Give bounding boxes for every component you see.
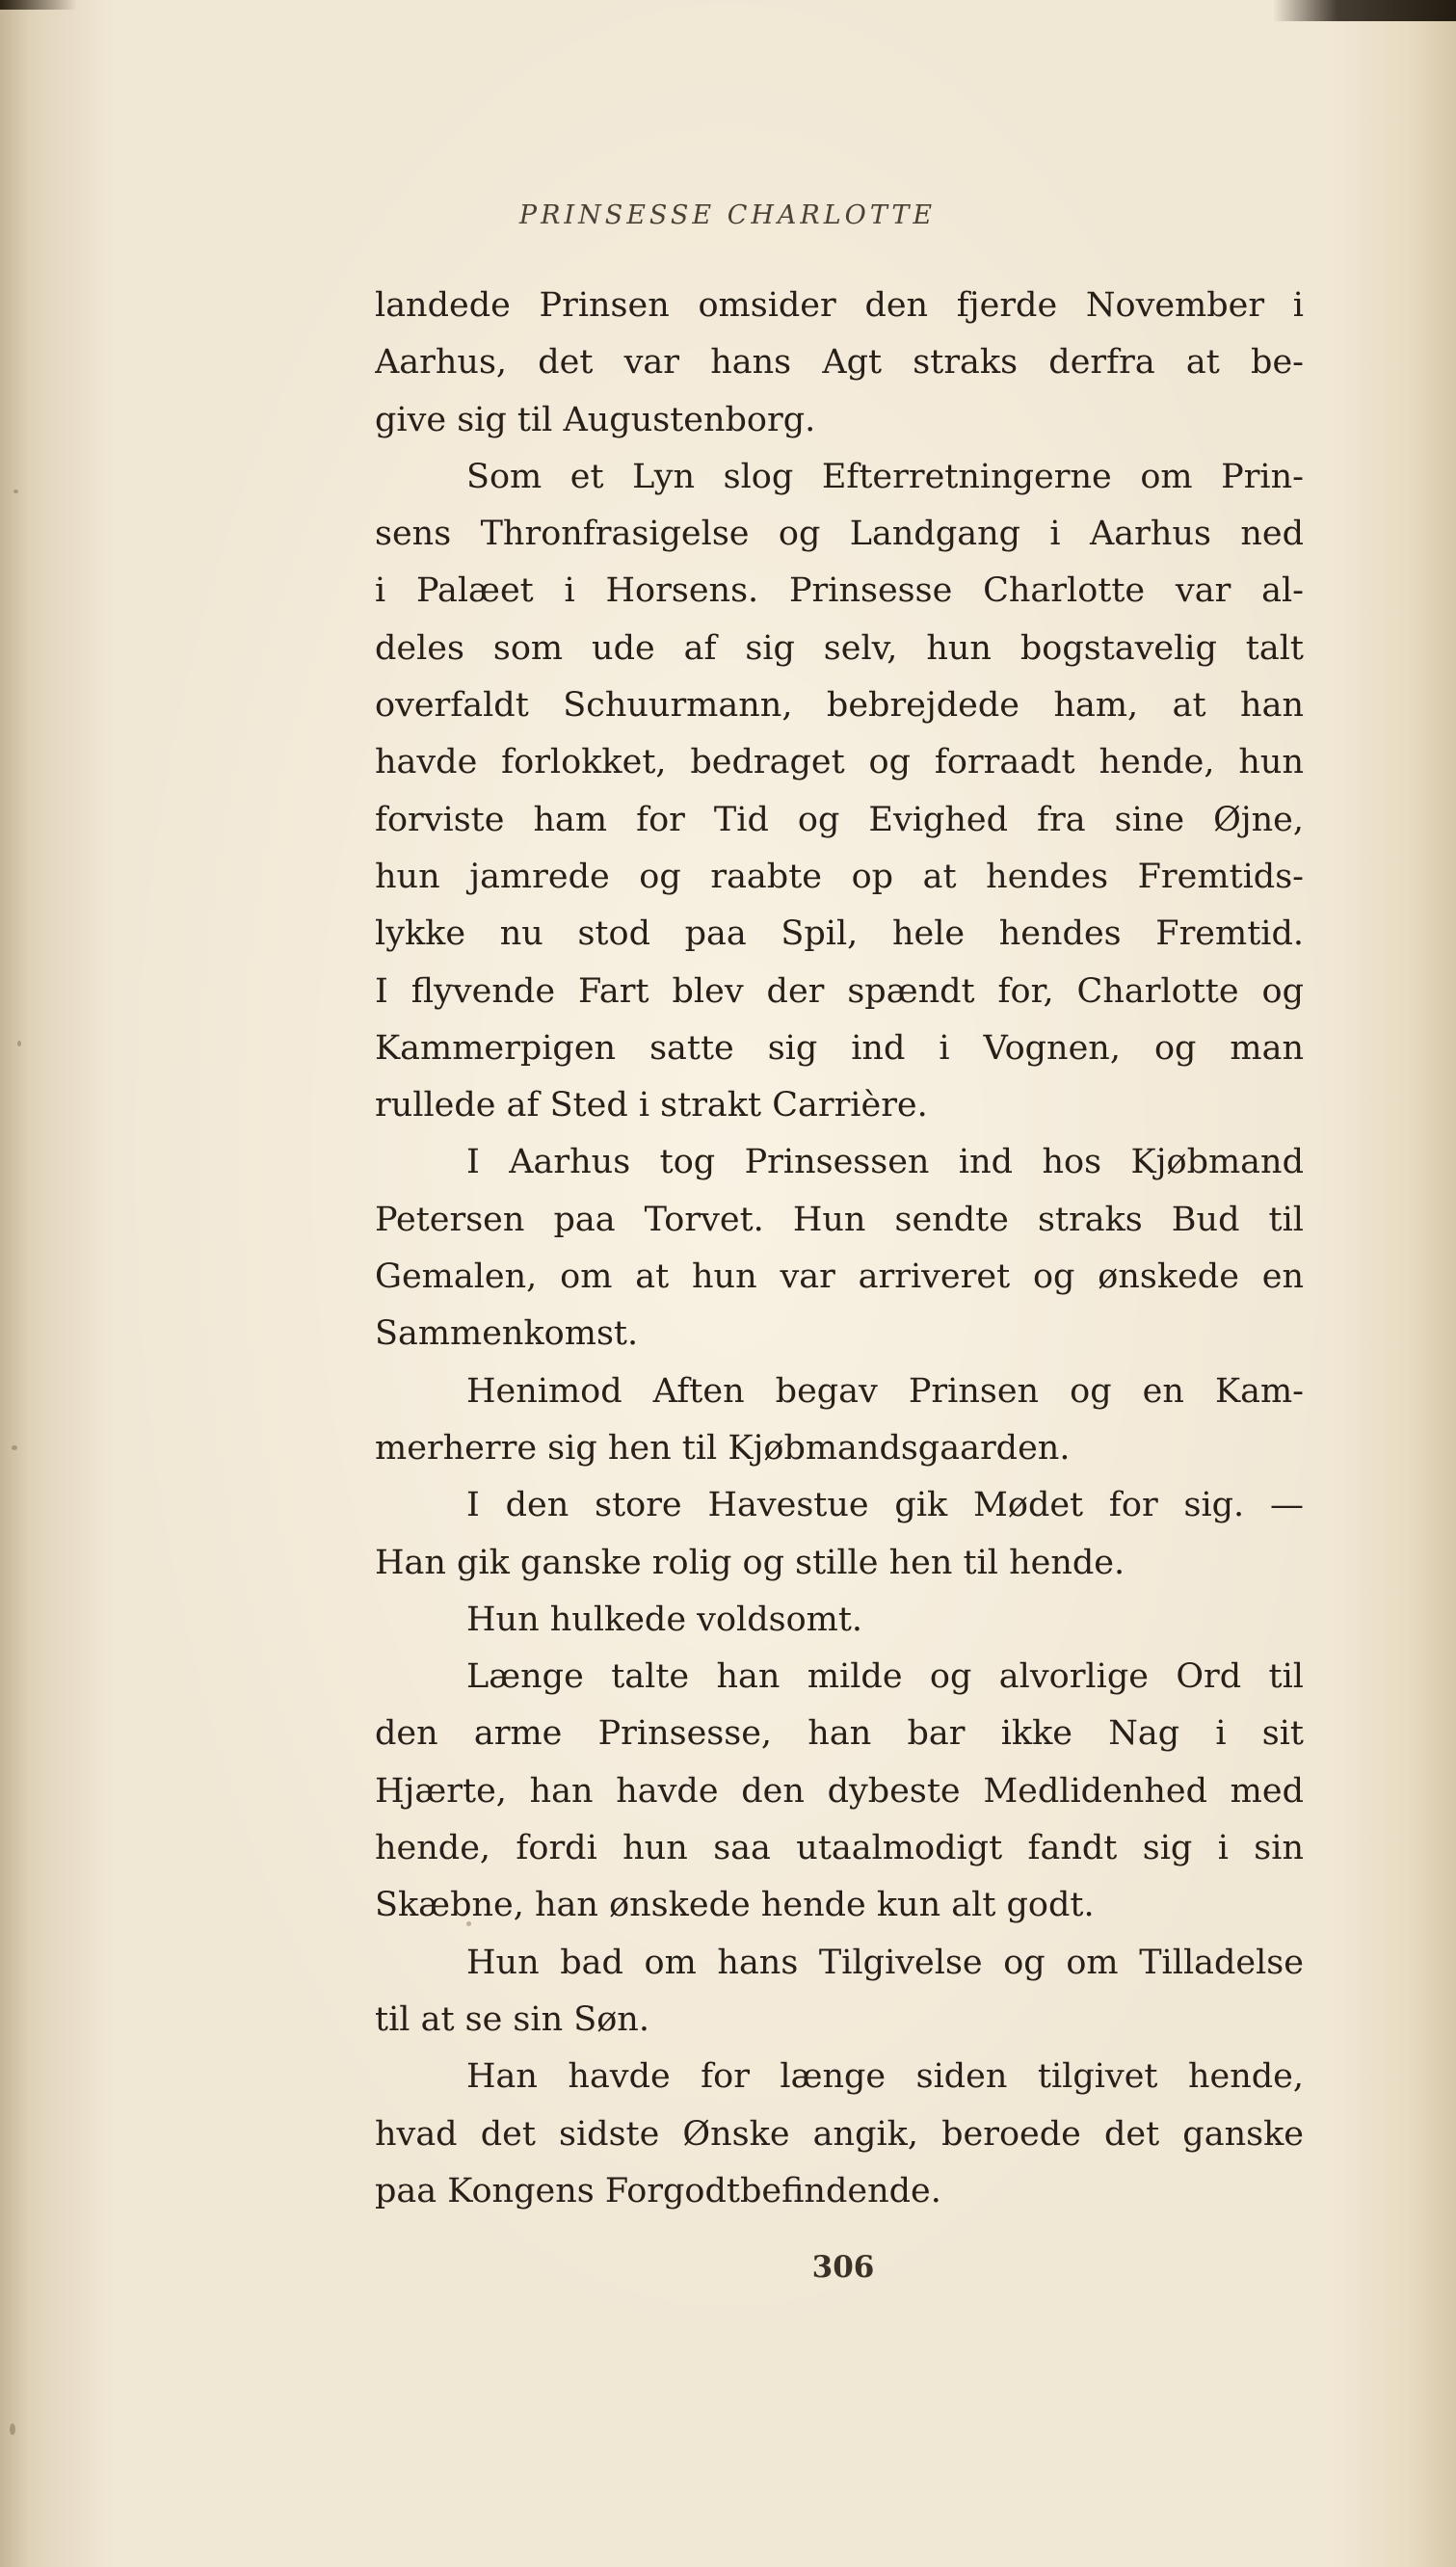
page-gutter-shadow: [0, 0, 116, 2567]
text-line: paa Kongens Forgodtbefindende.: [375, 2171, 941, 2210]
paper-speck: [17, 1041, 21, 1046]
text-line: havde forlokket, bedraget og forraadt hende, hun: [375, 743, 1304, 782]
text-line: sens Thronfrasigelse og Landgang i Aarhus ned: [375, 515, 1304, 554]
text-line: I Aarhus tog Prinsessen ind hos Kjøbmand: [466, 1143, 1304, 1182]
paper-speck: [10, 2423, 15, 2435]
paper-speck: [13, 490, 18, 493]
body-text: [375, 278, 1304, 2220]
text-line: hun jamrede og raabte op at hendes Fremtids-: [375, 857, 1304, 896]
text-line: forviste ham for Tid og Evighed fra sine Øjne,: [375, 800, 1304, 839]
text-line: Henimod Aften begav Prinsen og en Kam-: [466, 1371, 1304, 1411]
text-line: Gemalen, om at hun var arriveret og ønskede en: [375, 1257, 1304, 1297]
text-line: Hjærte, han havde den dybeste Medlidenhed med: [375, 1771, 1304, 1811]
text-line: give sig til Augustenborg.: [375, 400, 816, 439]
text-line: Længe talte han milde og alvorlige Ord til: [466, 1657, 1304, 1697]
text-line: lykke nu stod paa Spil, hele hendes Fremtid.: [375, 914, 1304, 954]
text-line: Som et Lyn slog Efterretningerne om Prin-: [466, 457, 1304, 496]
text-line: Kammerpigen satte sig ind i Vognen, og man: [375, 1028, 1304, 1068]
text-line: Aarhus, det var hans Agt straks derfra at be-: [375, 343, 1304, 383]
text-line: rullede af Sted i strakt Carrière.: [375, 1086, 928, 1125]
running-head: PRINSESSE CHARLOTTE: [518, 200, 937, 230]
text-line: Han gik ganske rolig og stille hen til hende.: [375, 1543, 1125, 1582]
text-line: Hun hulkede voldsomt.: [466, 1600, 863, 1639]
text-line: landede Prinsen omsider den fjerde November i: [375, 286, 1304, 325]
text-line: overfaldt Schuurmann, bebrejdede ham, at han: [375, 686, 1304, 726]
text-line: Hun bad om hans Tilgivelse og om Tilladelse: [466, 1943, 1304, 1982]
text-line: i Palæet i Horsens. Prinsesse Charlotte var al-: [375, 571, 1304, 611]
text-line: merherre sig hen til Kjøbmandsgaarden.: [375, 1428, 1071, 1468]
text-line: Skæbne, han ønskede hende kun alt godt.: [375, 1886, 1095, 1925]
text-line: hende, fordi hun saa utaalmodigt fandt sig i sin: [375, 1829, 1304, 1868]
paper-speck: [12, 1445, 17, 1450]
text-line: deles som ude af sig selv, hun bogstavelig talt: [375, 628, 1304, 668]
text-line: I flyvende Fart blev der spændt for, Charlotte og: [375, 971, 1304, 1011]
text-line: den arme Prinsesse, han bar ikke Nag i sit: [375, 1714, 1304, 1754]
text-line: Petersen paa Torvet. Hun sendte straks Bud til: [375, 1200, 1304, 1239]
text-line: Sammenkomst.: [375, 1314, 639, 1354]
text-line: Han havde for længe siden tilgivet hende,: [466, 2057, 1304, 2097]
text-line: I den store Havestue gik Mødet for sig. —: [466, 1486, 1304, 1525]
page-corner-shadow: [1273, 0, 1456, 21]
text-line: hvad det sidste Ønske angik, beroede det ganske: [375, 2114, 1304, 2154]
page-corner-shadow-left: [0, 0, 77, 10]
page-number: 306: [811, 2250, 875, 2285]
text-line: til at se sin Søn.: [375, 1999, 649, 2039]
